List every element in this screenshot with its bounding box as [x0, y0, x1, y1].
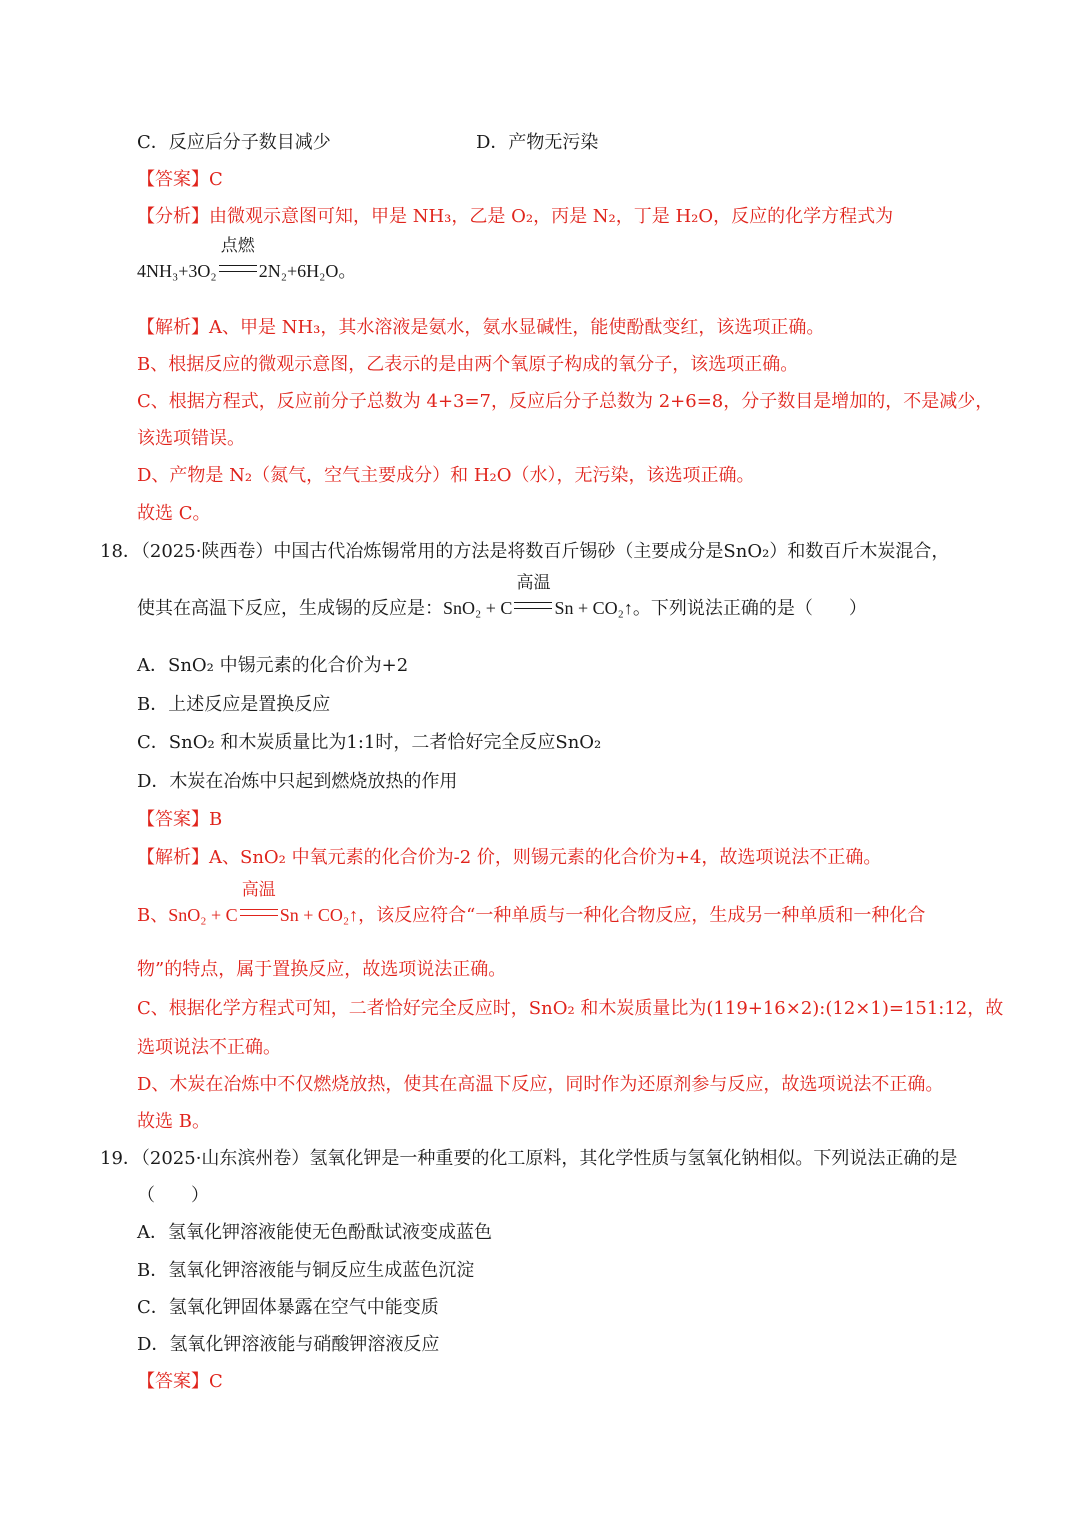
eq-right: Sn + CO₂↑ [554, 598, 633, 618]
q18-explanation-b-cont: 物”的特点，属于置换反应，故选项说法正确。 [137, 959, 507, 980]
q18-option-b: B．上述反应是置换反应 [137, 694, 331, 715]
reaction-arrow [514, 573, 552, 620]
q18-explanation-equation [168, 880, 359, 925]
eq-condition: 点燃 [220, 236, 255, 255]
q17-explanation-c: C、根据方程式，反应前分子总数为 4+3=7，反应后分子总数为 2+6=8，分子数目是增加的，不是减少， [137, 391, 994, 412]
eq-tail: 。 [338, 261, 357, 281]
q18-option-c: C．SnO₂ 和木炭质量比为1:1时，二者恰好完全反应SnO₂ [137, 732, 602, 753]
q18-answer [137, 808, 222, 832]
answer-tag: 【答案】 [137, 1371, 209, 1392]
q17-option-c: C．反应后分子数目减少 [137, 132, 331, 153]
eq-right: Sn + CO₂↑ [279, 905, 359, 925]
q18-conclusion: 故选 B。 [137, 1111, 210, 1132]
q17-explanation-a: 【解析】A、甲是 NH₃，其水溶液是氨水，氨水显碱性，能使酚酞变红，该选项正确。 [137, 317, 825, 338]
q17-analysis: 【分析】由微观示意图可知，甲是 NH₃，乙是 O₂，丙是 N₂，丁是 H₂O，反应的化学方程式为 [137, 206, 894, 227]
q18-explanation-a: 【解析】A、SnO₂ 中氧元素的化合价为-2 价，则锡元素的化合价为+4，故选项说法不正确。 [137, 847, 882, 868]
answer-tag: 【答案】 [137, 809, 209, 830]
q19-option-c: C．氢氧化钾固体暴露在空气中能变质 [137, 1297, 439, 1318]
q19-stem-line1: 19．（2025·山东滨州卷）氢氧化钾是一种重要的化工原料，其化学性质与氢氧化钠相似。下列说法正确的是 [100, 1148, 958, 1169]
stem-text-end: 。下列说法正确的是（ ） [632, 598, 867, 619]
q18-stem-line1: 18．（2025·陕西卷）中国古代冶炼锡常用的方法是将数百斤锡砂（主要成分是SnO₂）和数百斤木炭混合， [100, 541, 950, 562]
q17-equation [137, 236, 357, 283]
q18-explanation-d: D、木炭在冶炼中不仅燃烧放热，使其在高温下反应，同时作为还原剂参与反应，故选项说法不正确。 [137, 1074, 944, 1095]
answer-tag: 【答案】 [137, 169, 209, 190]
answer-value: B [209, 809, 223, 830]
q17-explanation-b: B、根据反应的微观示意图，乙表示的是由两个氧原子构成的氧分子，该选项正确。 [137, 354, 799, 375]
stem-text: 使其在高温下反应，生成锡的反应是： [137, 598, 443, 619]
reaction-arrow [219, 236, 257, 283]
q17-option-d: D．产物无污染 [476, 132, 599, 153]
q18-equation [443, 573, 633, 618]
q19-option-b: B．氢氧化钾溶液能与铜反应生成蓝色沉淀 [137, 1260, 475, 1281]
q17-explanation-c-cont: 该选项错误。 [137, 428, 245, 449]
answer-value: C [209, 1371, 223, 1392]
answer-value: C [209, 169, 223, 190]
q18-explanation-c: C、根据化学方程式可知，二者恰好完全反应时，SnO₂ 和木炭质量比为(119+16×2):(12×1)=151:12，故 [137, 998, 1004, 1019]
eq-right: 2N₂+6H₂O [258, 261, 339, 281]
eq-left: SnO₂ + C [443, 598, 513, 618]
q18-stem-line2 [137, 573, 867, 621]
eq-left: SnO₂ + C [168, 905, 238, 925]
exp-text: ，该反应符合“一种单质与一种化合物反应，生成另一种单质和一种化合 [358, 905, 926, 926]
q17-explanation-d: D、产物是 N₂（氮气，空气主要成分）和 H₂O（水），无污染，该选项正确。 [137, 465, 755, 486]
eq-condition: 高温 [241, 880, 276, 899]
reaction-arrow [240, 880, 278, 927]
eq-condition: 高温 [516, 573, 551, 592]
q18-option-d: D．木炭在冶炼中只起到燃烧放热的作用 [137, 771, 458, 792]
q18-option-a: A．SnO₂ 中锡元素的化合价为+2 [137, 655, 409, 676]
q19-answer [137, 1370, 223, 1394]
q19-option-a: A．氢氧化钾溶液能使无色酚酞试液变成蓝色 [137, 1222, 492, 1243]
q19-option-d: D．氢氧化钾溶液能与硝酸钾溶液反应 [137, 1334, 440, 1355]
eq-left: 4NH₃+3O₂ [137, 261, 217, 281]
q18-explanation-c-cont: 选项说法不正确。 [137, 1037, 281, 1058]
q17-answer [137, 168, 223, 192]
q18-explanation-b [137, 880, 926, 928]
exp-prefix: B、 [137, 905, 169, 926]
q19-stem-line2: （ ） [137, 1185, 209, 1206]
q17-conclusion: 故选 C。 [137, 503, 211, 524]
